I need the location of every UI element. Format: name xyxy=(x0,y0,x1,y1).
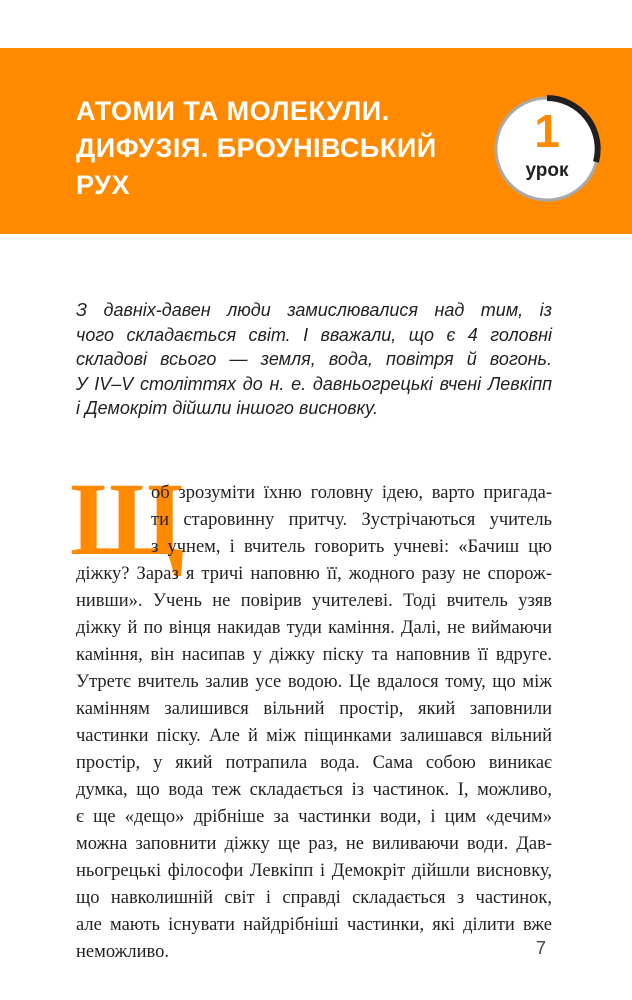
body-line: з учнем, і вчитель говорить учневі: «Бачиш цю xyxy=(151,537,552,557)
intro-paragraph xyxy=(76,298,552,421)
lesson-title xyxy=(76,93,437,204)
intro-line: і Демокріт дійшли іншого висновку. xyxy=(76,398,378,418)
body-line: діжку й по вінця накидав туди каміння. Далі, не виймаючи xyxy=(76,618,552,638)
body-line: ти старовинну притчу. Зустрічаються учитель xyxy=(151,510,552,530)
body-line: але мають існувати найдрібніші частинки, які ділити вже xyxy=(76,915,552,935)
intro-line: складові всього — земля, вода, повітря й вогонь. xyxy=(76,349,552,369)
body-line: що навколишній світ і справді складається з частинок, xyxy=(76,888,552,908)
body-line: думка, що вода теж складається із частинок. І, можливо, xyxy=(76,780,552,800)
body-line: ньогрецькі філософи Левкіпп і Демокріт дійшли висновку, xyxy=(76,861,552,881)
body-line: простір, у який потрапила вода. Сама собою виникає xyxy=(76,753,552,773)
body-line: діжку? Зараз я тричі наповню її, жодного разу не спорож- xyxy=(76,564,552,584)
body-line: камінням залишився вільний простір, який заповнили xyxy=(76,699,552,719)
body-line: об зрозуміти їхню головну ідею, варто пригада- xyxy=(151,483,552,503)
title-line: АТОМИ ТА МОЛЕКУЛИ. xyxy=(76,96,390,126)
lesson-number: 1 xyxy=(534,105,560,157)
body-line: є ще «дещо» дрібніше за частинки води, і цим «дечим» xyxy=(76,807,552,827)
lesson-badge xyxy=(492,94,602,204)
body-line: неможливо. xyxy=(76,942,170,962)
intro-line: У IV–V століттях до н. е. давньогрецькі вчені Левкіпп xyxy=(76,373,552,394)
title-line: ДИФУЗІЯ. БРОУНІВСЬКИЙ xyxy=(76,133,437,163)
lesson-label: урок xyxy=(525,160,569,181)
body-paragraph xyxy=(76,480,552,966)
page-number: 7 xyxy=(536,938,547,958)
body-line: нивши». Учень не повірив учителеві. Тоді вчитель узяв xyxy=(76,591,552,611)
body-line: можна заповнити діжку ще раз, не виливаючи води. Дав- xyxy=(76,834,552,854)
body-line: каміння, він насипав у діжку піску та наповнив її вдруге. xyxy=(76,645,552,665)
body-line: частинки піску. Але й між піщинками залишався вільний xyxy=(76,726,552,746)
title-line: РУХ xyxy=(76,170,130,200)
intro-line: чого складається світ. І вважали, що є 4 головні xyxy=(76,324,552,345)
drop-cap: Щ xyxy=(70,462,185,577)
intro-line: З давніх-давен люди замислювалися над тим, із xyxy=(76,300,552,320)
body-line: Утретє вчитель залив усе водою. Це вдалося тому, що між xyxy=(76,672,552,692)
